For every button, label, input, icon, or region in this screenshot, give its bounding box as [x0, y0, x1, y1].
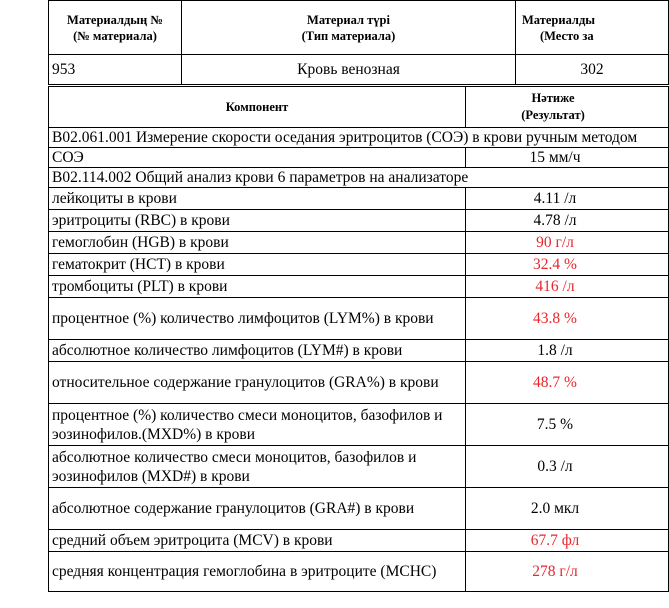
result-value-abnormal: 67.7 фл: [466, 530, 669, 552]
material-number: 953: [49, 55, 182, 85]
component-name: гематокрит (HCT) в крови: [49, 254, 466, 276]
component-name: лейкоциты в крови: [49, 188, 466, 210]
header-ru: (№ материала): [73, 28, 157, 43]
component-name: СОЭ: [49, 148, 466, 168]
result-row: [49, 188, 669, 210]
material-number-header: [49, 1, 182, 55]
result-row: [49, 530, 669, 552]
header-ru: (Место за: [540, 28, 594, 43]
material-type-header: [182, 1, 516, 55]
results-header-row: [49, 87, 669, 128]
component-name: абсолютное содержание гранулоцитов (GRA#) в крови: [49, 488, 466, 530]
material-value-row: [49, 55, 669, 85]
result-row: [49, 148, 669, 168]
result-value-abnormal: 32.4 %: [466, 254, 669, 276]
result-row: [49, 446, 669, 488]
header-kz: Материалдың №: [67, 12, 163, 27]
result-value-abnormal: 43.8 %: [466, 298, 669, 340]
result-value: 7.5 %: [466, 404, 669, 446]
result-value: 15 мм/ч: [466, 148, 669, 168]
component-name: средняя концентрация гемоглобина в эритроците (MCHC): [49, 552, 466, 592]
section-title: B02.114.002 Общий анализ крови 6 параметров на анализаторе: [49, 168, 669, 188]
component-name: процентное (%) количество лимфоцитов (LYM%) в крови: [49, 298, 466, 340]
component-name: абсолютное количество лимфоцитов (LYM#) в крови: [49, 340, 466, 362]
result-header: [466, 87, 669, 128]
result-row: [49, 404, 669, 446]
result-value: 0.3 /л: [466, 446, 669, 488]
result-row: [49, 210, 669, 232]
component-name: относительное содержание гранулоцитов (GRA%) в крови: [49, 362, 466, 404]
result-header-ru: (Результат): [521, 108, 585, 122]
result-value: 4.11 /л: [466, 188, 669, 210]
material-type: Кровь венозная: [182, 55, 516, 85]
result-value: 4.78 /л: [466, 210, 669, 232]
result-row: [49, 552, 669, 592]
result-value: 1.8 /л: [466, 340, 669, 362]
result-value-abnormal: 90 г/л: [466, 232, 669, 254]
component-header: Компонент: [49, 87, 466, 128]
header-kz: Материалды: [522, 12, 596, 27]
result-value-abnormal: 416 /л: [466, 276, 669, 298]
section-row: [49, 168, 669, 188]
result-value: 2.0 мкл: [466, 488, 669, 530]
component-name: эритроциты (RBC) в крови: [49, 210, 466, 232]
result-row: [49, 276, 669, 298]
result-row: [49, 298, 669, 340]
result-header-kz: Нәтиже: [531, 91, 575, 105]
result-row: [49, 362, 669, 404]
material-table: [48, 0, 669, 85]
material-place-header: [516, 1, 669, 55]
header-ru: (Тип материала): [301, 28, 396, 43]
component-name: процентное (%) количество смеси моноцитов, базофилов и эозинофилов.(MXD%) в крови: [49, 404, 466, 446]
section-title: B02.061.001 Измерение скорости оседания эритроцитов (СОЭ) в крови ручным методом: [49, 128, 669, 148]
result-row: [49, 488, 669, 530]
component-name: средний объем эритроцита (MCV) в крови: [49, 530, 466, 552]
component-name: гемоглобин (HGB) в крови: [49, 232, 466, 254]
result-row: [49, 340, 669, 362]
component-name: тромбоциты (PLT) в крови: [49, 276, 466, 298]
header-kz: Материал түрі: [307, 12, 390, 27]
material-place: 302: [516, 55, 669, 85]
results-table: [48, 86, 669, 592]
result-row: [49, 232, 669, 254]
result-value-abnormal: 48.7 %: [466, 362, 669, 404]
material-header-row: [49, 1, 669, 55]
section-row: [49, 128, 669, 148]
result-row: [49, 254, 669, 276]
component-name: абсолютное количество смеси моноцитов, базофилов и эозинофилов (MXD#) в крови: [49, 446, 466, 488]
result-value-abnormal: 278 г/л: [466, 552, 669, 592]
